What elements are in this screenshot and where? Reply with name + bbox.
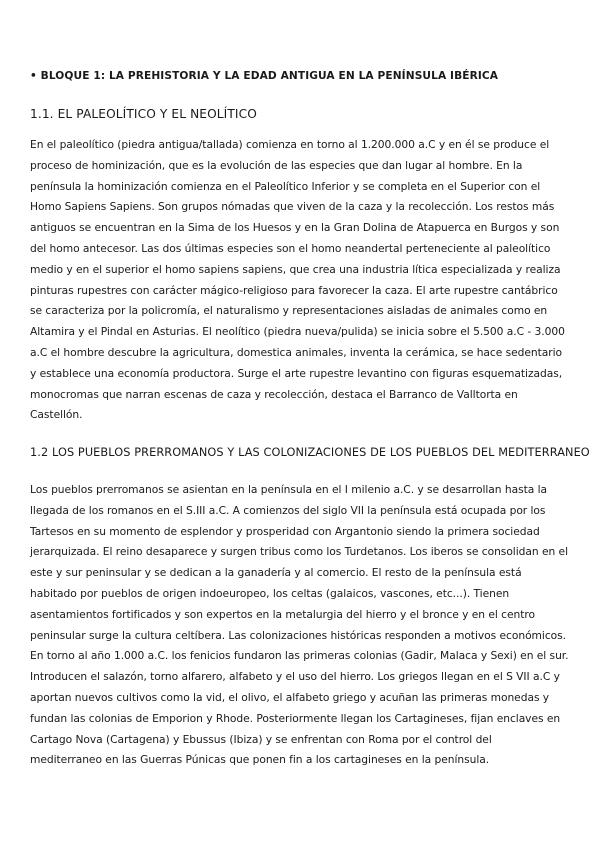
text-line: del homo antecesor. Las dos últimas especies son el homo neandertal perteneciente al paleolítico xyxy=(30,241,551,255)
text-line: Castellón. xyxy=(30,408,83,422)
text-line: antiguos se encuentran en la Sima de los Huesos y en la Gran Dolina de Atapuerca en Burgos y son xyxy=(30,221,560,235)
text-line: Cartago Nova (Cartagena) y Ebussus (Ibiza) y se enfrentan con Roma por el control del xyxy=(30,732,492,746)
text-line: habitado por pueblos de origen indoeuropeo, los celtas (galaicos, vascones, etc...). Tienen xyxy=(30,586,510,600)
text-line: llegada de los romanos en el S.III a.C. A comienzos del siglo VII la península está ocupada por los xyxy=(30,503,546,517)
text-line: mediterraneo en las Guerras Púnicas que ponen fin a los cartagineses en la península. xyxy=(30,753,490,767)
text-line: península la hominización comienza en el Paleolítico Inferior y se completa en el Superior con el xyxy=(30,179,541,193)
text-line: Tartesos en su momento de esplendor y prosperidad con Argantonio siendo la primera sociedad xyxy=(30,524,540,538)
text-line: este y sur peninsular y se dedican a la ganadería y al comercio. El resto de la península está xyxy=(30,566,522,580)
text-line: En torno al año 1.000 a.C. los fenicios fundaron las primeras colonias (Gadir, Malaca y Sexi) en el sur. xyxy=(30,649,569,663)
text-line: peninsular surge la cultura celtíbera. Las colonizaciones históricas responden a motivos económicos. xyxy=(30,628,567,642)
text-line: aportan nuevos cultivos como la vid, el olivo, el alfabeto griego y acuñan las primeras monedas y xyxy=(30,690,550,704)
text-line: fundan las colonias de Emporion y Rhode. Posteriormente llegan los Cartagineses, fijan enclaves en xyxy=(30,711,561,725)
text-line: y establece una economía productora. Surge el arte rupestre levantino con figuras esquematizadas, xyxy=(30,366,563,380)
text-line: se caracteriza por la policromía, el naturalismo y representaciones aisladas de animales como en xyxy=(30,304,548,318)
text-line: monocromas que narran escenas de caza y recolección, destaca el Barranco de Valltorta en xyxy=(30,387,518,401)
text-line: pinturas rupestres con carácter mágico-religioso para favorecer la caza. El arte rupestre cantábrico xyxy=(30,283,558,297)
block-heading: • BLOQUE 1: LA PREHISTORIA Y LA EDAD ANTIGUA EN LA PENÍNSULA IBÉRICA xyxy=(30,70,499,82)
paragraph-paleolitico xyxy=(30,135,578,426)
text-line: jerarquizada. El reino desaparece y surgen tribus como los Turdetanos. Los iberos se consolidan en el xyxy=(30,545,568,559)
text-line: a.C el hombre descubre la agricultura, domestica animales, inventa la cerámica, se hace sedentario xyxy=(30,345,563,359)
paragraph-pueblos-prerromanos xyxy=(30,480,578,771)
text-line: Los pueblos prerromanos se asientan en la península en el I milenio a.C. y se desarrollan hasta la xyxy=(30,483,547,496)
text-line: Homo Sapiens Sapiens. Son grupos nómadas que viven de la caza y la recolección. Los restos más xyxy=(30,200,555,214)
text-line: asentamientos fortificados y son expertos en la metalurgia del hierro y el bronce y en el centro xyxy=(30,607,535,621)
section-title-pueblos-prerromanos: 1.2 LOS PUEBLOS PRERROMANOS Y LAS COLONIZACIONES DE LOS PUEBLOS DEL MEDITERRANEO xyxy=(30,446,590,459)
text-line: proceso de hominización, que es la evolución de las especies que dan lugar al hombre. En la xyxy=(30,158,523,172)
text-line: Altamira y el Pindal en Asturias. El neolítico (piedra nueva/pulida) se inicia sobre el 5.500 a.C - 3.000 xyxy=(30,325,565,339)
section-title-paleolitico: 1.1. EL PALEOLÍTICO Y EL NEOLÍTICO xyxy=(30,107,257,121)
text-line: Introducen el salazón, torno alfarero, alfabeto y el uso del hierro. Los griegos llegan en el S VII a.C y xyxy=(30,670,560,684)
text-line: En el paleolítico (piedra antigua/tallada) comienza en torno al 1.200.000 a.C y en él se produce el xyxy=(30,138,550,151)
text-line: medio y en el superior el homo sapiens sapiens, que crea una industria lítica especializada y realiza xyxy=(30,262,561,276)
